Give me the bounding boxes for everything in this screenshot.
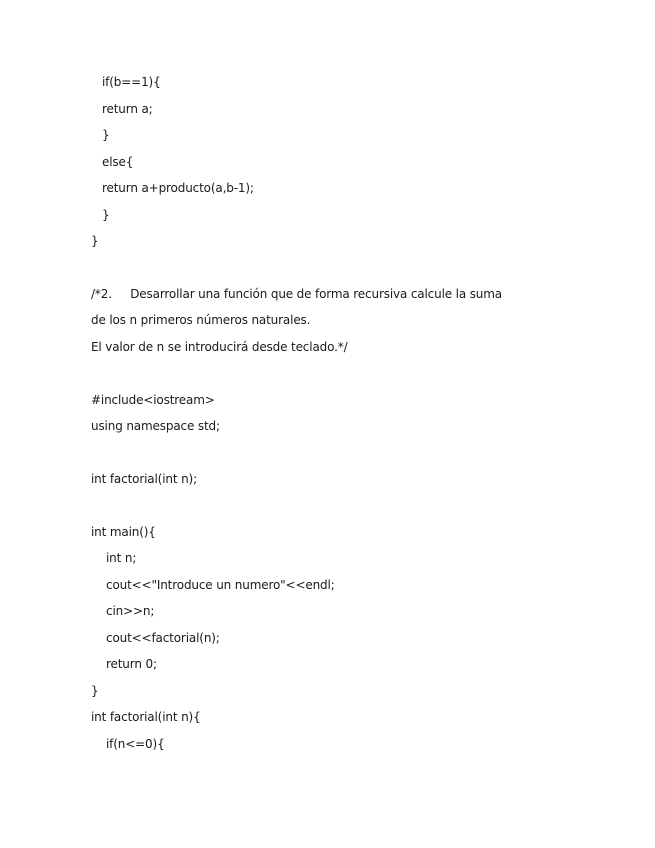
code-line: } xyxy=(102,208,110,222)
code-line: cout<<"Introduce un numero"<<endl; xyxy=(106,578,335,592)
code-line: else{ xyxy=(102,155,134,169)
code-line: int main(){ xyxy=(91,525,156,539)
comment-line: /*2. Desarrollar una función que de forma recursiva calcule la suma xyxy=(91,287,503,301)
code-line: return a+producto(a,b-1); xyxy=(102,181,254,195)
code-line: } xyxy=(102,128,110,142)
code-line: } xyxy=(91,684,99,698)
code-line: if(n<=0){ xyxy=(106,737,165,751)
code-line: int factorial(int n){ xyxy=(91,710,201,724)
code-line: } xyxy=(91,234,99,248)
code-line: if(b==1){ xyxy=(102,75,161,89)
code-line: #include<iostream> xyxy=(91,393,215,407)
comment-line: de los n primeros números naturales. xyxy=(91,313,311,327)
code-line: using namespace std; xyxy=(91,419,220,433)
code-line: cout<<factorial(n); xyxy=(106,631,220,645)
code-line: int n; xyxy=(106,551,137,565)
code-line: int factorial(int n); xyxy=(91,472,197,486)
code-line: return 0; xyxy=(106,657,157,671)
comment-line: El valor de n se introducirá desde teclado.*/ xyxy=(91,340,348,354)
code-line: cin>>n; xyxy=(106,604,155,618)
code-line: return a; xyxy=(102,102,153,116)
